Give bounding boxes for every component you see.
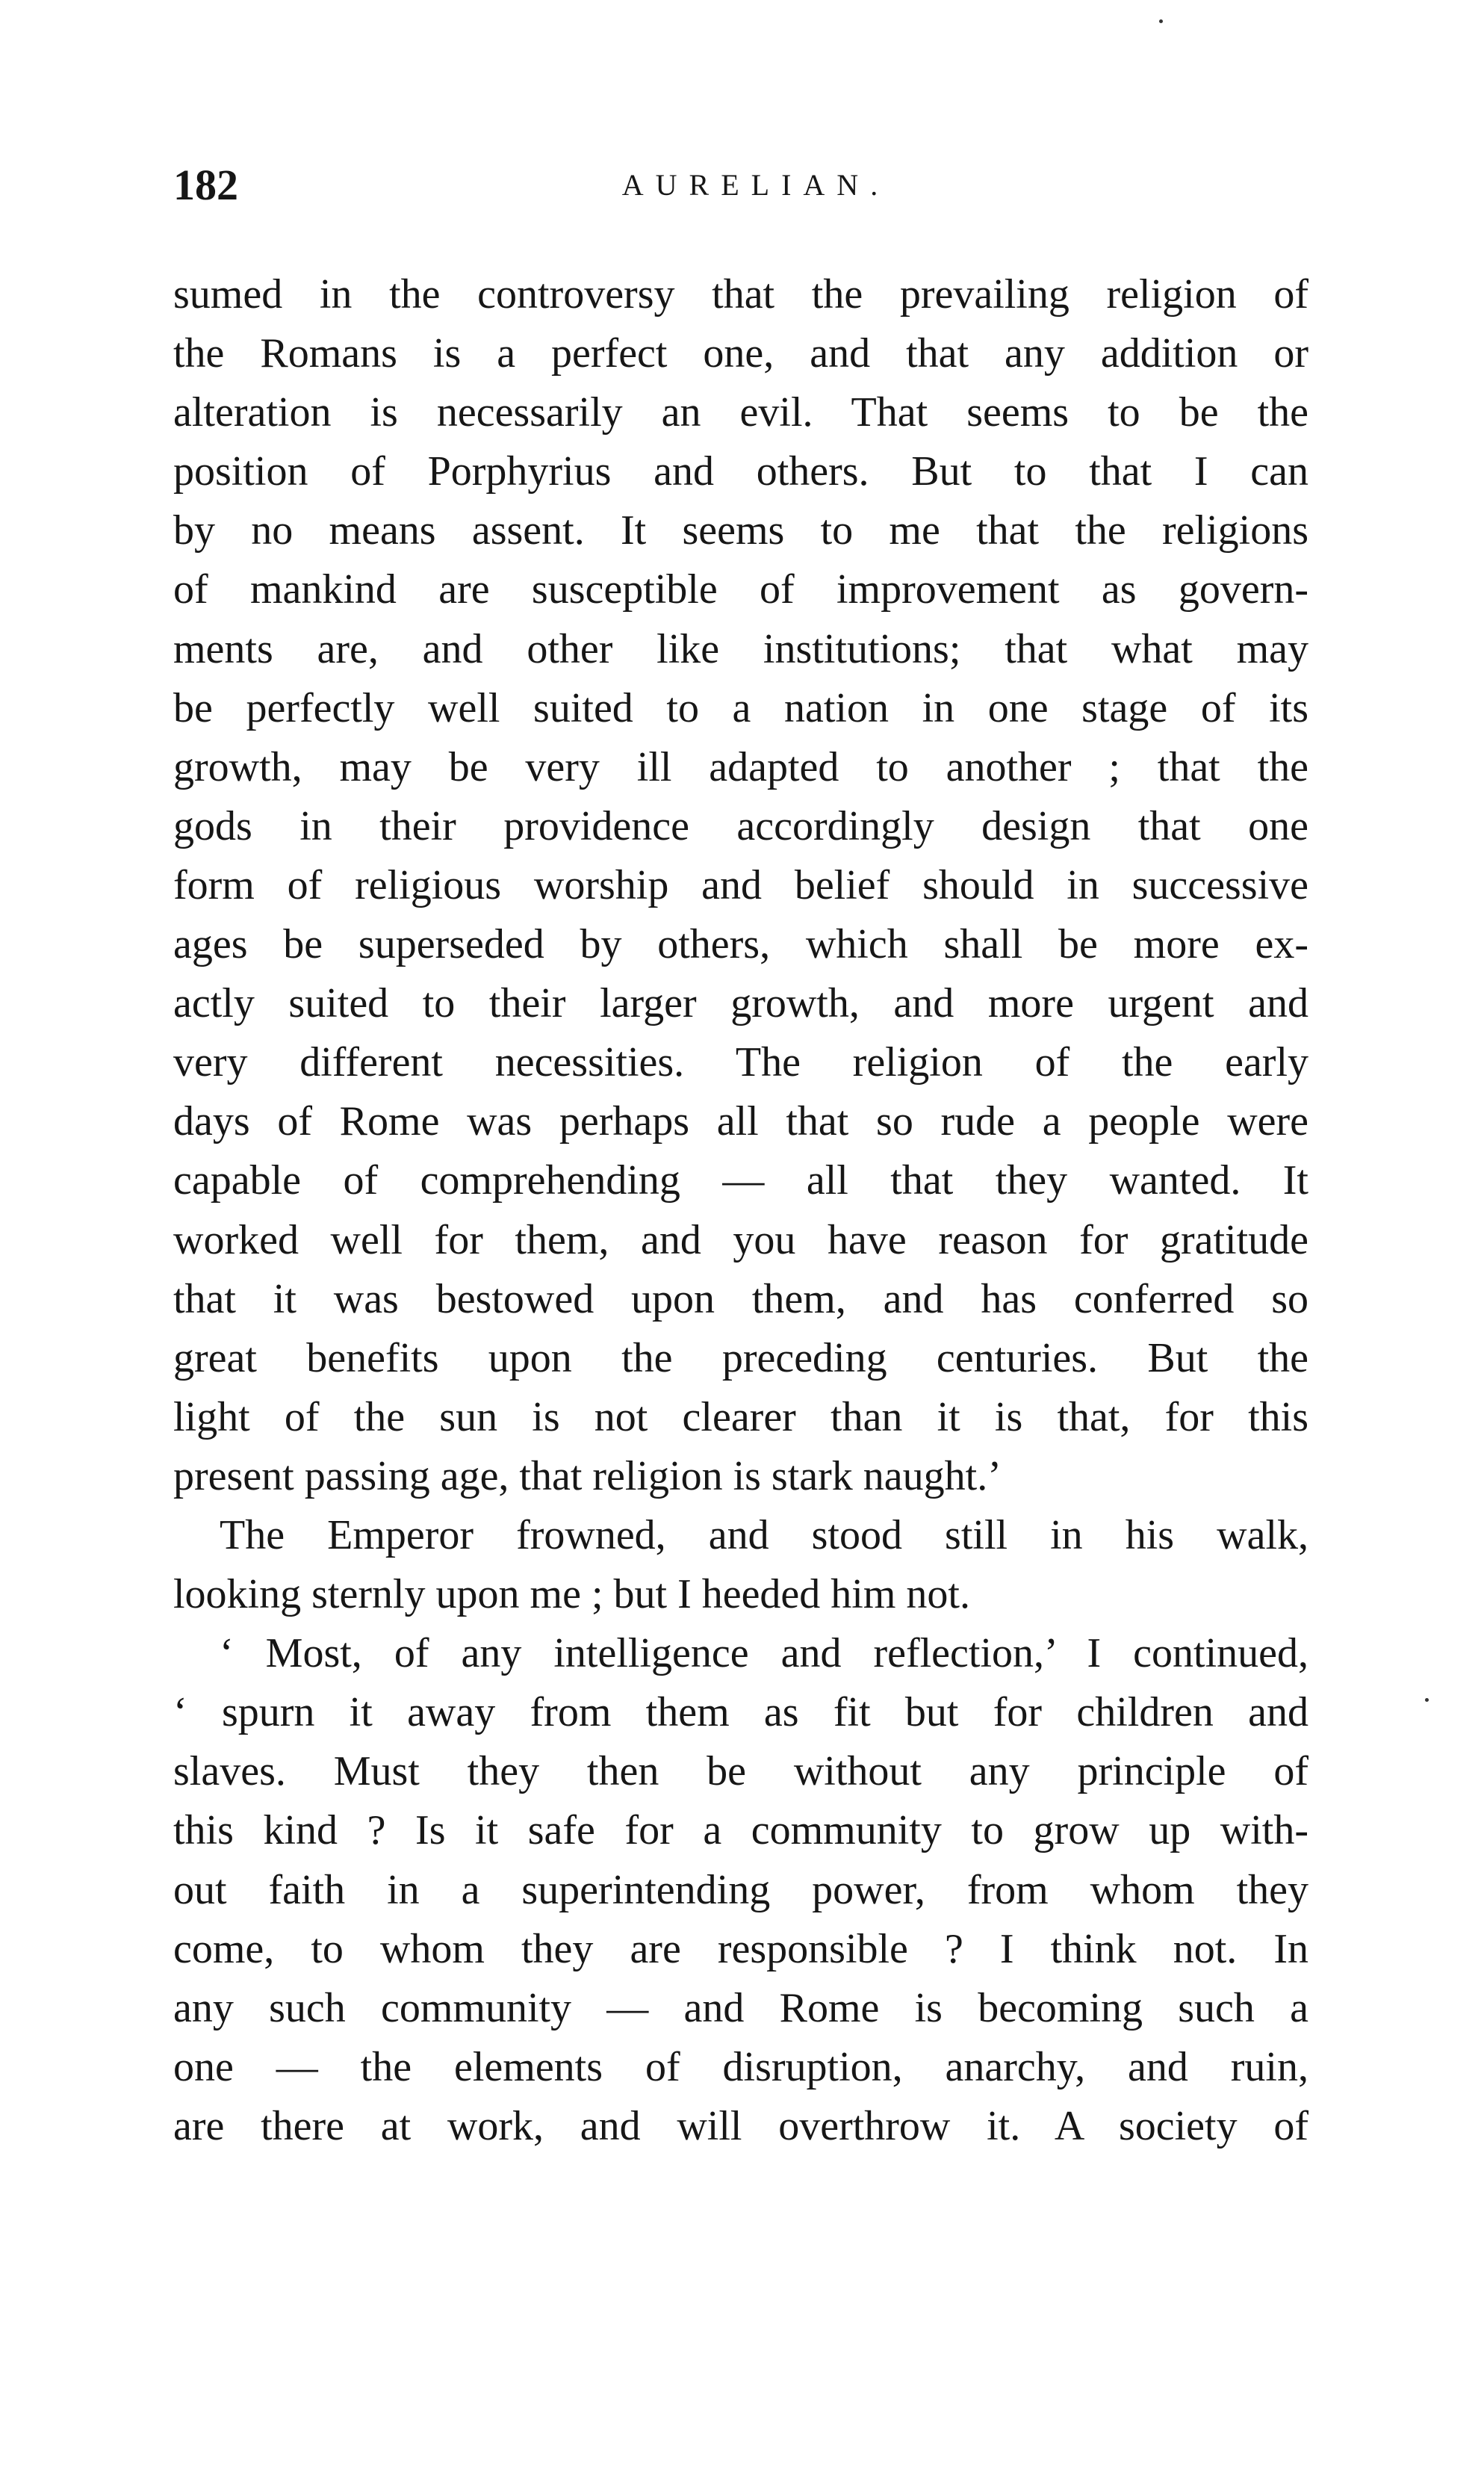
text-line: days of Rome was perhaps all that so rude a people were <box>173 1098 1308 1145</box>
text-line: come, to whom they are responsible ? I think not. In <box>173 1925 1308 1972</box>
text-line: ‘ spurn it away from them as fit but for children and <box>173 1689 1308 1736</box>
text-line: any such community — and Rome is becoming such a <box>173 1984 1308 2031</box>
text-line: worked well for them, and you have reason for gratitude <box>173 1216 1308 1263</box>
text-line: gods in their providence accordingly design that one <box>173 802 1308 849</box>
text-line: sumed in the controversy that the prevailing religion of <box>173 271 1308 318</box>
text-line: form of religious worship and belief should in successive <box>173 861 1308 908</box>
text-line: by no means assent. It seems to me that the religions <box>173 507 1308 554</box>
text-line: light of the sun is not clearer than it is that, for this <box>173 1393 1308 1440</box>
paragraph-start-line: ‘ Most, of any intelligence and reflection,’ I continued, <box>220 1630 1308 1677</box>
scan-speck <box>1159 19 1163 23</box>
paragraph-end-line: looking sternly upon me ; but I heeded him not. <box>173 1571 970 1618</box>
text-line: alteration is necessarily an evil. That seems to be the <box>173 389 1308 436</box>
text-line: ages be superseded by others, which shall be more ex- <box>173 921 1308 968</box>
text-line: great benefits upon the preceding centuries. But the <box>173 1334 1308 1381</box>
text-line: slaves. Must they then be without any principle of <box>173 1748 1308 1795</box>
paragraph-start-line: The Emperor frowned, and stood still in his walk, <box>220 1511 1308 1558</box>
text-line: that it was bestowed upon them, and has conferred so <box>173 1275 1308 1322</box>
text-line: capable of comprehending — all that they wanted. It <box>173 1157 1308 1204</box>
text-line: of mankind are susceptible of improvement as govern- <box>173 566 1308 613</box>
page-header <box>173 155 1308 215</box>
scan-speck <box>1425 1698 1429 1702</box>
text-line: the Romans is a perfect one, and that any addition or <box>173 330 1308 377</box>
body-text <box>173 265 1308 2156</box>
text-line: very different necessities. The religion of the early <box>173 1039 1308 1086</box>
text-line: actly suited to their larger growth, and more urgent and <box>173 980 1308 1027</box>
running-title: AURELIAN. <box>621 168 890 202</box>
text-line: out faith in a superintending power, from whom they <box>173 1866 1308 1913</box>
text-line: are there at work, and will overthrow it. A society of <box>173 2102 1308 2149</box>
text-line: one — the elements of disruption, anarchy, and ruin, <box>173 2043 1308 2090</box>
text-line: be perfectly well suited to a nation in one stage of its <box>173 684 1308 731</box>
text-line: position of Porphyrius and others. But to that I can <box>173 448 1308 495</box>
paragraph-end-line: present passing age, that religion is stark naught.’ <box>173 1452 1002 1499</box>
text-line: this kind ? Is it safe for a community to grow up with- <box>173 1807 1308 1854</box>
text-line: ments are, and other like institutions; that what may <box>173 625 1308 672</box>
text-line: growth, may be very ill adapted to another ; that the <box>173 743 1308 790</box>
page-number: 182 <box>173 161 238 209</box>
